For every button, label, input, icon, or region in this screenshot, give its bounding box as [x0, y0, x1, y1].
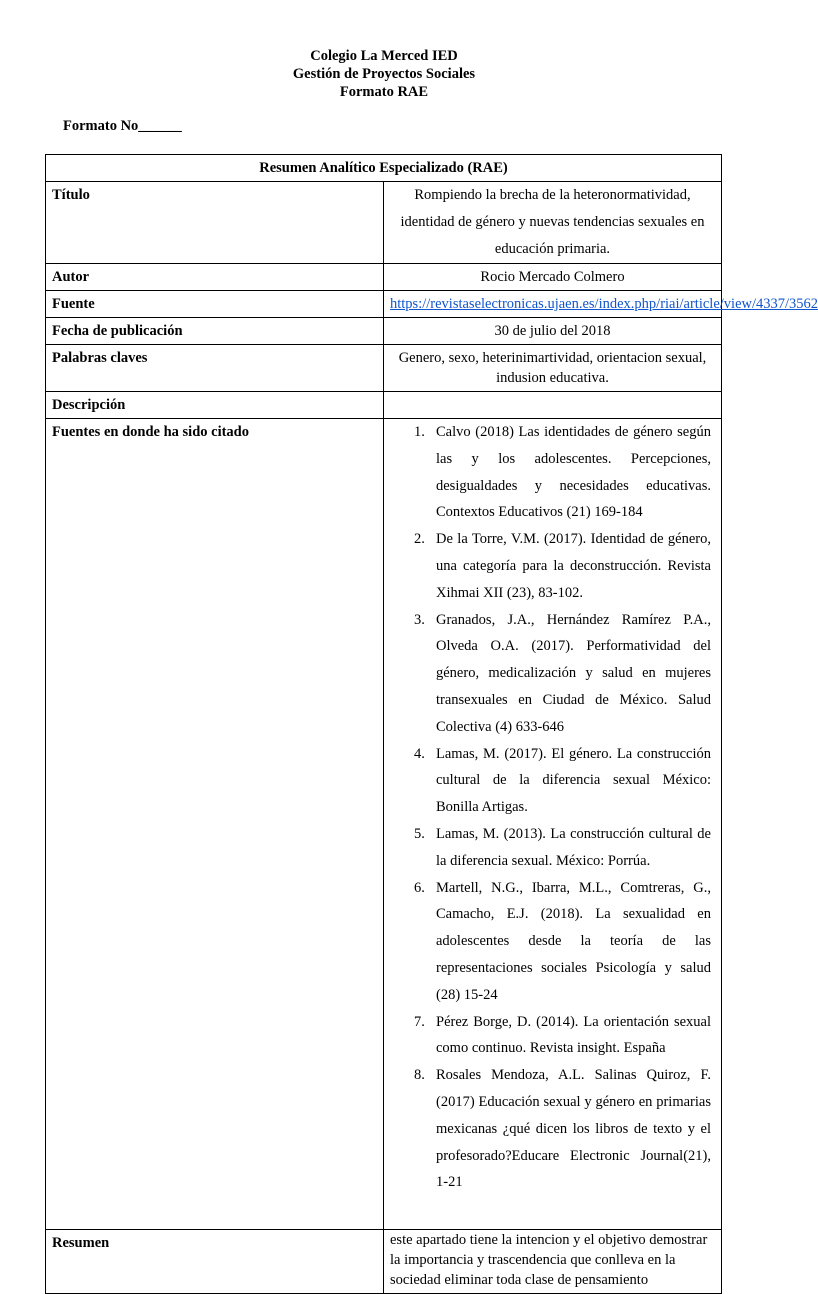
label-fecha: Fecha de publicación — [46, 318, 384, 345]
list-item: 5. Lamas, M. (2013). La construcción cultural de la diferencia sexual. México: Porrúa. — [414, 825, 711, 869]
label-autor: Autor — [46, 264, 384, 291]
value-descripcion — [384, 392, 722, 419]
value-fecha: 30 de julio del 2018 — [384, 318, 722, 345]
fuente-link[interactable]: https://revistaselectronicas.ujaen.es/index.php/riai/article/view/4337/3562 — [390, 296, 818, 312]
value-fuente — [384, 291, 818, 318]
list-item: 6. Martell, N.G., Ibarra, M.L., Comtreras, G., Camacho, E.J. (2018). La sexualidad en adolescentes desde la teoría de las representaciones sociales Psicología y salud (28) 15-24 — [414, 879, 711, 1003]
list-item: 1. Calvo (2018) Las identidades de género según las y los adolescentes. Percepciones, desigualdades y necesidades educativas. Contextos Educativos (21) 169-184 — [414, 424, 711, 521]
label-descripcion: Descripción — [46, 392, 384, 419]
course-name: Gestión de Proyectos Sociales — [292, 66, 476, 82]
rae-table — [45, 154, 818, 1294]
list-item: 7. Pérez Borge, D. (2014). La orientación sexual como continuo. Revista insight. España — [414, 1013, 711, 1057]
label-titulo: Título — [46, 182, 384, 264]
value-titulo: Rompiendo la brecha de la heteronormatividad, identidad de género y nuevas tendencias sexuales en educación primaria. — [384, 182, 722, 264]
table-caption: Resumen Analítico Especializado (RAE) — [46, 155, 722, 182]
format-name: Formato RAE — [339, 84, 429, 100]
label-fuente: Fuente — [46, 291, 384, 318]
label-resumen: Resumen — [46, 1230, 384, 1294]
school-name: Colegio La Merced IED — [310, 48, 458, 64]
list-item: 4. Lamas, M. (2017). El género. La construcción cultural de la diferencia sexual México: Bonilla Artigas. — [414, 745, 711, 816]
value-autor: Rocio Mercado Colmero — [384, 264, 722, 291]
label-fuentes-citado: Fuentes en donde ha sido citado — [46, 419, 384, 1230]
reference-list — [390, 419, 715, 1196]
value-palabras: Genero, sexo, heterinimartividad, orientacion sexual, indusion educativa. — [384, 345, 722, 392]
label-palabras: Palabras claves — [46, 345, 384, 392]
list-item: 3. Granados, J.A., Hernández Ramírez P.A., Olveda O.A. (2017). Performatividad del género, medicalización y salud en mujeres transexuales en Ciudad de México. Salud Colectiva (4) 633-646 — [414, 611, 711, 735]
format-number: Formato No______ — [63, 118, 182, 134]
document-header — [0, 47, 768, 101]
value-resumen: este apartado tiene la intencion y el objetivo demostrar la importancia y trascendencia que conlleva en la sociedad eliminar toda clase de pensamiento — [384, 1230, 722, 1294]
list-item: 8. Rosales Mendoza, A.L. Salinas Quiroz, F. (2017) Educación sexual y género en primarias mexicanas ¿qué dicen los libros de texto y el profesorado?Educare Electronic Journal(21), 1-21 — [414, 1067, 711, 1191]
list-item: 2. De la Torre, V.M. (2017). Identidad de género, una categoría para la deconstrucción. Revista Xihmai XII (23), 83-102. — [414, 531, 711, 601]
value-fuentes-citado — [384, 419, 722, 1230]
